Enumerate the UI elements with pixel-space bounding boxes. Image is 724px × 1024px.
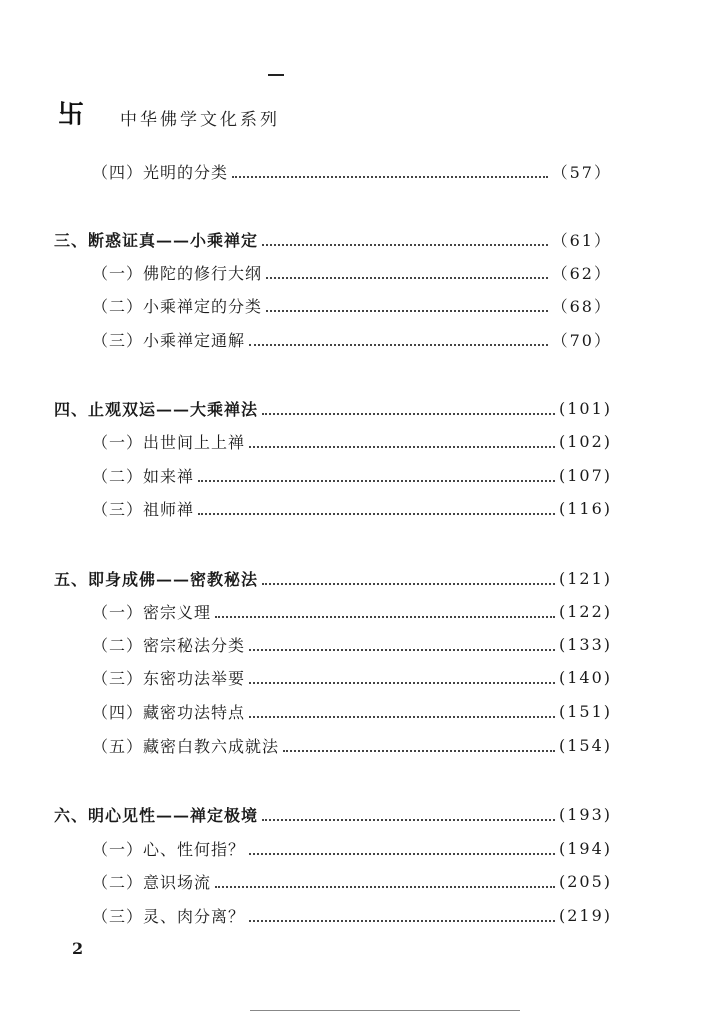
toc-entry-page: （70） bbox=[551, 330, 612, 350]
toc-section bbox=[92, 696, 612, 726]
dot-leader bbox=[249, 344, 548, 346]
swastika-emblem-icon: 卐 bbox=[58, 100, 85, 130]
toc-section bbox=[92, 426, 612, 456]
toc-entry-page: (121) bbox=[558, 568, 612, 588]
toc-entry-title: 六、明心见性——禅定极境 bbox=[54, 805, 259, 825]
toc-entry-page: (140) bbox=[558, 667, 612, 687]
dot-leader bbox=[249, 682, 555, 684]
toc-entry-page: (122) bbox=[558, 601, 612, 621]
toc-entry-page: （68） bbox=[551, 296, 612, 316]
toc-entry-title: （五）藏密白教六成就法 bbox=[92, 736, 280, 756]
toc-entry-title: （二）意识场流 bbox=[92, 872, 212, 892]
toc-entry-page: (101) bbox=[558, 398, 612, 418]
toc-section bbox=[92, 156, 612, 186]
toc-entry-page: (205) bbox=[558, 871, 612, 891]
toc-section bbox=[92, 290, 612, 320]
toc-entry-title: （三）祖师禅 bbox=[92, 499, 195, 519]
toc-entry-page: （57） bbox=[551, 162, 612, 182]
dot-leader bbox=[262, 244, 548, 246]
dot-leader bbox=[249, 649, 555, 651]
toc-entry-title: （四）藏密功法特点 bbox=[92, 702, 246, 722]
toc-entry-title: （三）小乘禅定通解 bbox=[92, 330, 246, 350]
toc-section bbox=[92, 629, 612, 659]
toc-section bbox=[92, 460, 612, 490]
toc-section bbox=[92, 833, 612, 863]
toc-entry-title: （一）出世间上上禅 bbox=[92, 432, 246, 452]
toc-entry-title: （三）灵、肉分离？ bbox=[92, 906, 246, 926]
toc-entry-title: 四、止观双运——大乘禅法 bbox=[54, 399, 259, 419]
toc-chapter bbox=[54, 799, 612, 829]
top-mark bbox=[268, 74, 284, 76]
toc-entry-page: (133) bbox=[558, 634, 612, 654]
page-number: 2 bbox=[72, 939, 84, 958]
toc-entry-title: （二）如来禅 bbox=[92, 466, 195, 486]
dot-leader bbox=[249, 853, 555, 855]
toc-entry-title: （一）密宗义理 bbox=[92, 602, 212, 622]
toc-entry-page: (219) bbox=[558, 905, 612, 925]
bottom-rule bbox=[250, 1010, 520, 1011]
toc-entry-title: （二）密宗秘法分类 bbox=[92, 635, 246, 655]
toc-entry-page: （62） bbox=[551, 263, 612, 283]
dot-leader bbox=[266, 310, 548, 312]
toc-entry-page: (194) bbox=[558, 838, 612, 858]
dot-leader bbox=[198, 513, 555, 515]
toc-section bbox=[92, 730, 612, 760]
toc-entry-title: （一）佛陀的修行大纲 bbox=[92, 263, 263, 283]
toc-entry-page: (102) bbox=[558, 431, 612, 451]
dot-leader bbox=[249, 446, 555, 448]
toc-entry-page: (154) bbox=[558, 735, 612, 755]
toc-section bbox=[92, 596, 612, 626]
dot-leader bbox=[198, 480, 555, 482]
toc-entry-page: (151) bbox=[558, 701, 612, 721]
toc-entry-title: 五、即身成佛——密教秘法 bbox=[54, 569, 259, 589]
dot-leader bbox=[266, 277, 548, 279]
toc-entry-page: （61） bbox=[551, 230, 612, 250]
toc-chapter bbox=[54, 393, 612, 423]
dot-leader bbox=[215, 886, 555, 888]
toc-entry-title: （二）小乘禅定的分类 bbox=[92, 296, 263, 316]
toc-chapter bbox=[54, 563, 612, 593]
toc-section bbox=[92, 866, 612, 896]
toc-entry-page: (193) bbox=[558, 804, 612, 824]
toc-section bbox=[92, 324, 612, 354]
toc-chapter bbox=[54, 224, 612, 254]
toc-entry-title: （三）东密功法举要 bbox=[92, 668, 246, 688]
toc-entry-title: 三、断惑证真——小乘禅定 bbox=[54, 230, 259, 250]
dot-leader bbox=[232, 176, 548, 178]
dot-leader bbox=[215, 616, 555, 618]
dot-leader bbox=[283, 750, 555, 752]
dot-leader bbox=[249, 716, 555, 718]
toc-section bbox=[92, 900, 612, 930]
toc-entry-page: (116) bbox=[558, 498, 612, 518]
dot-leader bbox=[262, 819, 555, 821]
toc-section bbox=[92, 257, 612, 287]
toc-entry-title: （一）心、性何指？ bbox=[92, 839, 246, 859]
series-title: 中华佛学文化系列 bbox=[120, 110, 280, 130]
toc-entry-title: （四）光明的分类 bbox=[92, 162, 229, 182]
dot-leader bbox=[262, 413, 555, 415]
dot-leader bbox=[249, 920, 555, 922]
dot-leader bbox=[262, 583, 555, 585]
toc-section bbox=[92, 493, 612, 523]
toc-entry-page: (107) bbox=[558, 465, 612, 485]
toc-section bbox=[92, 662, 612, 692]
